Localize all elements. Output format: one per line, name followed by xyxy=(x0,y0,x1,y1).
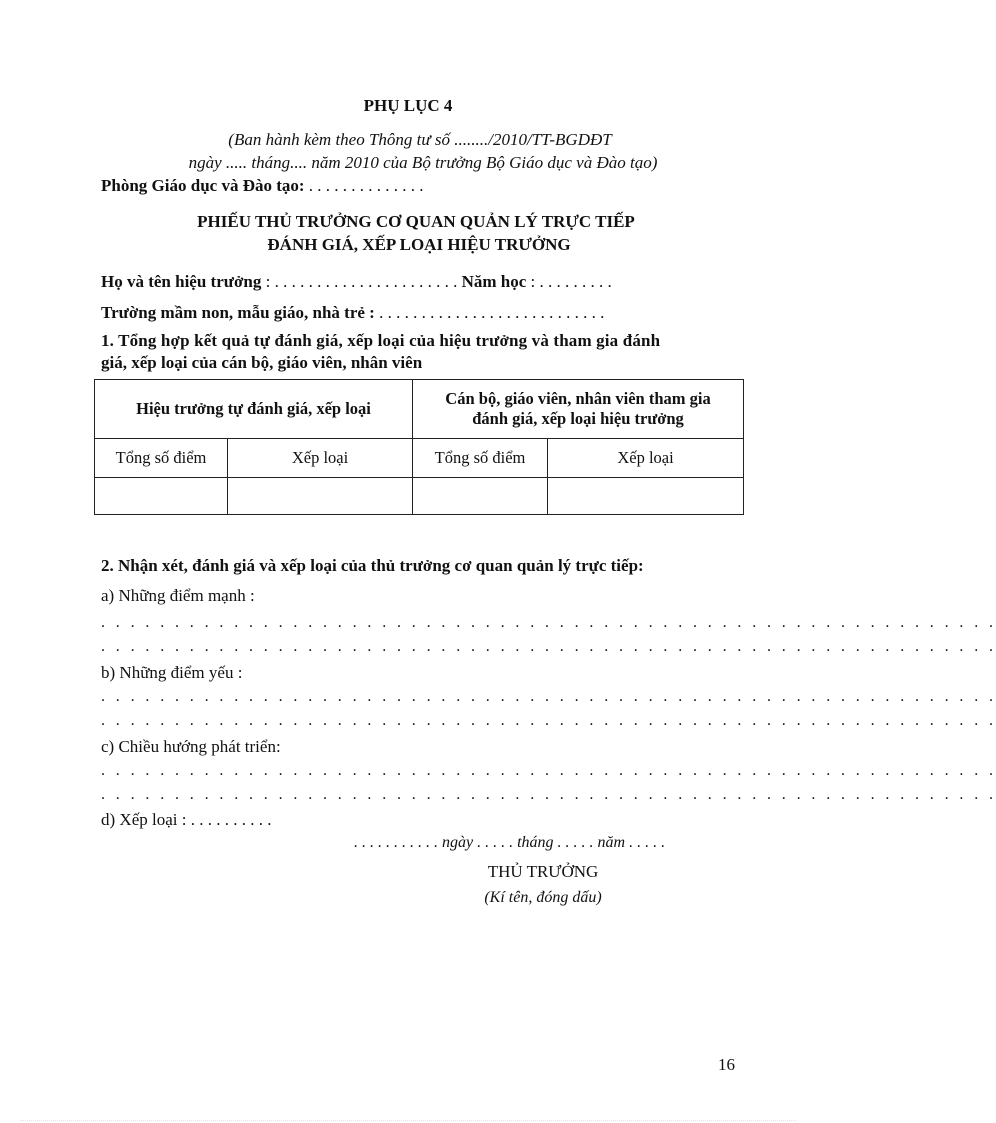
school-dots: . . . . . . . . . . . . . . . . . . . . . . . . . . . xyxy=(374,303,605,322)
rank-dots: . . . . . . . . . . xyxy=(186,810,272,829)
section-1-heading-line-1: 1. Tổng hợp kết quả tự đánh giá, xếp loại của hiệu trưởng và tham gia đánh xyxy=(101,331,661,350)
table-row xyxy=(95,478,744,515)
school-year-label: Năm học xyxy=(457,272,527,291)
signature-date-line: . . . . . . . . . . . ngày . . . . . tháng . . . . . năm . . . . . xyxy=(354,834,666,851)
rank-label: d) Xếp loại : xyxy=(101,810,187,829)
appendix-title: PHỤ LỤC 4 xyxy=(363,96,453,115)
department-dots: . . . . . . . . . . . . . . xyxy=(304,176,424,195)
department-line xyxy=(101,176,424,196)
evaluation-summary-table xyxy=(94,379,744,515)
school-label: Trường mầm non, mẫu giáo, nhà trẻ : xyxy=(101,303,375,322)
self-total-score-header: Tổng số điểm xyxy=(95,439,228,478)
signature-title: THỦ TRƯỞNG xyxy=(487,862,599,881)
table-header-row xyxy=(95,380,744,439)
weaknesses-dotted-line-2: . . . . . . . . . . . . . . . . . . . . . . . . . . . . . . . . . . . . . . . . . . . . . . . . . . . . . . . . . . . . . xyxy=(101,712,996,729)
staff-rank-header: Xếp loại xyxy=(548,439,744,478)
staff-assessment-group-header xyxy=(413,380,744,439)
self-rank-cell xyxy=(228,478,413,515)
principal-name-dots: : . . . . . . . . . . . . . . . . . . . . . . xyxy=(261,272,458,291)
weaknesses-dotted-line-1: . . . . . . . . . . . . . . . . . . . . . . . . . . . . . . . . . . . . . . . . . . . . . . . . . . . . . . . . . . . . . xyxy=(101,688,996,705)
staff-total-score-header: Tổng số điểm xyxy=(413,439,548,478)
page-number: 16 xyxy=(718,1055,735,1074)
signature-note: (Kí tên, đóng dấu) xyxy=(484,889,602,906)
section-1-heading-line-2: giá, xếp loại của cán bộ, giáo viên, nhân viên xyxy=(101,353,423,372)
strengths-dotted-line-2: . . . . . . . . . . . . . . . . . . . . . . . . . . . . . . . . . . . . . . . . . . . . . . . . . . . . . . . . . . . . . xyxy=(101,638,996,655)
staff-rank-cell xyxy=(548,478,744,515)
strengths-dotted-line-1: . . . . . . . . . . . . . . . . . . . . . . . . . . . . . . . . . . . . . . . . . . . . . . . . . . . . . . . . . . . . . xyxy=(101,614,996,631)
direction-dotted-line-1: . . . . . . . . . . . . . . . . . . . . . . . . . . . . . . . . . . . . . . . . . . . . . . . . . . . . . . . . . . . . . xyxy=(101,762,996,779)
staff-total-score-cell xyxy=(413,478,548,515)
department-label: Phòng Giáo dục và Đào tạo: xyxy=(101,176,305,195)
development-direction-label: c) Chiều hướng phát triển: xyxy=(101,737,281,756)
form-title-line-1: PHIẾU THỦ TRƯỞNG CƠ QUAN QUẢN LÝ TRỰC TIẾP xyxy=(197,212,635,231)
self-rank-header: Xếp loại xyxy=(228,439,413,478)
school-year-dots: : . . . . . . . . . xyxy=(526,272,612,291)
direction-dotted-line-2: . . . . . . . . . . . . . . . . . . . . . . . . . . . . . . . . . . . . . . . . . . . . . . . . . . . . . . . . . . . . . xyxy=(101,786,996,803)
page-bottom-divider xyxy=(20,1120,796,1121)
school-line xyxy=(101,303,604,323)
staff-assessment-header-line-1: Cán bộ, giáo viên, nhân viên tham gia xyxy=(445,389,711,408)
form-title-line-2: ĐÁNH GIÁ, XẾP LOẠI HIỆU TRƯỞNG xyxy=(267,235,571,254)
section-2-heading: 2. Nhận xét, đánh giá và xếp loại của thủ trưởng cơ quan quản lý trực tiếp: xyxy=(101,556,644,575)
staff-assessment-header-line-2: đánh giá, xếp loại hiệu trưởng xyxy=(472,409,684,428)
self-total-score-cell xyxy=(95,478,228,515)
table-subheader-row xyxy=(95,439,744,478)
principal-name-line xyxy=(101,272,612,292)
weaknesses-label: b) Những điểm yếu : xyxy=(101,663,243,682)
issued-by-line-2: ngày ..... tháng.... năm 2010 của Bộ trưởng Bộ Giáo dục và Đào tạo) xyxy=(188,153,658,172)
issued-by-line-1: (Ban hành kèm theo Thông tư số ......../2010/TT-BGDĐT xyxy=(228,130,612,149)
self-assessment-group-header: Hiệu trưởng tự đánh giá, xếp loại xyxy=(95,380,413,439)
strengths-label: a) Những điểm mạnh : xyxy=(101,586,255,605)
principal-name-label: Họ và tên hiệu trưởng xyxy=(101,272,262,291)
rank-line xyxy=(101,810,271,830)
